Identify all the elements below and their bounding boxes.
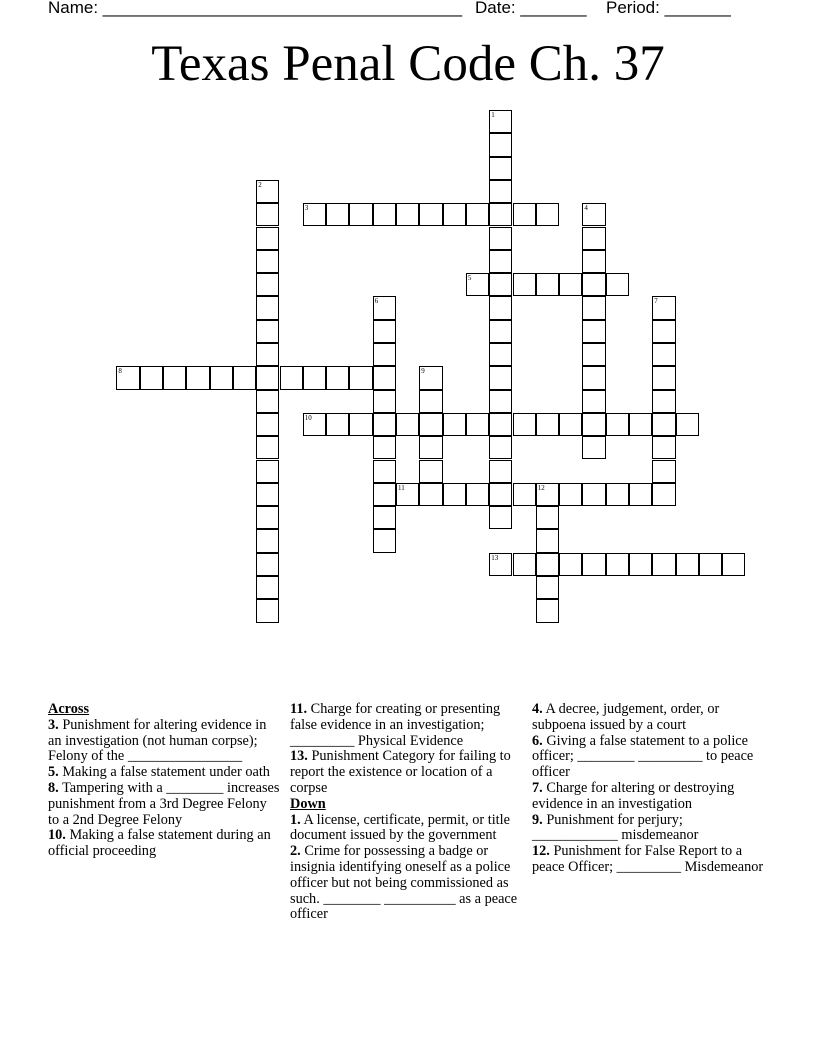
clue-across-8	[48, 781, 280, 828]
across-heading: Across	[48, 701, 90, 717]
grid-cell[interactable]	[489, 203, 512, 226]
grid-cell[interactable]	[256, 529, 279, 552]
grid-cell[interactable]	[373, 320, 396, 343]
cell-number: 7	[654, 297, 658, 306]
grid-cell[interactable]	[582, 436, 605, 459]
clue-down-2	[290, 844, 522, 923]
grid-cell[interactable]	[536, 273, 559, 296]
grid-cell[interactable]	[536, 599, 559, 622]
clue-number: 2.	[290, 843, 301, 860]
grid-cell[interactable]	[606, 413, 629, 436]
grid-cell[interactable]	[489, 366, 512, 389]
grid-cell[interactable]	[489, 110, 512, 133]
grid-cell[interactable]	[466, 413, 489, 436]
grid-cell[interactable]	[582, 343, 605, 366]
grid-cell[interactable]	[676, 553, 699, 576]
clue-number: 11.	[290, 701, 308, 717]
clue-across-13	[290, 749, 522, 796]
grid-cell[interactable]	[582, 390, 605, 413]
grid-cell[interactable]	[582, 273, 605, 296]
clue-down-6	[532, 734, 764, 781]
cell-number: 4	[584, 204, 588, 213]
grid-cell[interactable]	[536, 506, 559, 529]
grid-cell[interactable]	[140, 366, 163, 389]
grid-cell[interactable]	[443, 483, 466, 506]
grid-cell[interactable]	[559, 413, 582, 436]
grid-cell[interactable]	[513, 203, 536, 226]
grid-cell[interactable]	[419, 436, 442, 459]
cell-number: 9	[421, 367, 425, 376]
clue-across-3	[48, 718, 280, 765]
grid-cell[interactable]	[373, 366, 396, 389]
clue-number: 4.	[532, 701, 543, 717]
clue-text: Giving a false statement to a police officer; ________ _________ to peace officer	[532, 732, 754, 781]
grid-cell[interactable]	[373, 296, 396, 319]
grid-cell[interactable]	[652, 296, 675, 319]
grid-cell[interactable]	[256, 460, 279, 483]
clue-text: Punishment for perjury; ____________ misdemeanor	[532, 811, 699, 844]
grid-cell[interactable]	[582, 296, 605, 319]
clue-text: Charge for creating or presenting false evidence in an investigation; _________ Physical Evidence	[290, 701, 501, 749]
grid-cell[interactable]	[256, 203, 279, 226]
grid-cell[interactable]	[419, 483, 442, 506]
grid-cell[interactable]	[559, 273, 582, 296]
grid-cell[interactable]	[489, 506, 512, 529]
grid-cell[interactable]	[419, 390, 442, 413]
grid-cell[interactable]	[373, 506, 396, 529]
grid-cell[interactable]	[629, 413, 652, 436]
clue-number: 1.	[290, 811, 301, 828]
grid-cell[interactable]	[513, 483, 536, 506]
grid-cell[interactable]	[536, 483, 559, 506]
grid-cell[interactable]	[582, 483, 605, 506]
grid-cell[interactable]	[652, 366, 675, 389]
grid-cell[interactable]	[582, 413, 605, 436]
grid-cell[interactable]	[559, 483, 582, 506]
grid-cell[interactable]	[582, 227, 605, 250]
grid-cell[interactable]	[536, 529, 559, 552]
grid-cell[interactable]	[606, 553, 629, 576]
grid-cell[interactable]	[256, 553, 279, 576]
grid-cell[interactable]	[489, 157, 512, 180]
cell-number: 8	[118, 367, 122, 376]
clue-down-9	[532, 813, 764, 845]
grid-cell[interactable]	[722, 553, 745, 576]
grid-cell[interactable]	[489, 343, 512, 366]
grid-cell[interactable]	[349, 366, 372, 389]
grid-cell[interactable]	[349, 203, 372, 226]
grid-cell[interactable]	[256, 320, 279, 343]
grid-cell[interactable]	[256, 250, 279, 273]
grid-cell[interactable]	[699, 553, 722, 576]
grid-cell[interactable]	[396, 413, 419, 436]
cell-number: 13	[491, 553, 499, 562]
grid-cell[interactable]	[489, 390, 512, 413]
grid-cell[interactable]	[606, 273, 629, 296]
grid-cell[interactable]	[652, 553, 675, 576]
grid-cell[interactable]	[419, 413, 442, 436]
grid-cell[interactable]	[489, 460, 512, 483]
clue-across-5	[48, 765, 280, 781]
clue-text: Tampering with a ________ increases punishment from a 3rd Degree Felony to a 2nd Degree Felony	[48, 779, 280, 828]
grid-cell[interactable]	[303, 413, 326, 436]
grid-cell[interactable]	[652, 343, 675, 366]
grid-cell[interactable]	[582, 320, 605, 343]
grid-cell[interactable]	[489, 436, 512, 459]
grid-cell[interactable]	[466, 483, 489, 506]
grid-cell[interactable]	[256, 436, 279, 459]
clue-number: 13.	[290, 748, 308, 765]
cell-number: 6	[374, 297, 379, 306]
grid-cell[interactable]	[373, 483, 396, 506]
grid-cell[interactable]	[513, 413, 536, 436]
grid-cell[interactable]	[652, 436, 675, 459]
clue-number: 5.	[48, 764, 59, 781]
grid-cell[interactable]	[443, 203, 466, 226]
clue-text: Punishment for False Report to a peace Officer; _________ Misdemeanor	[532, 843, 764, 875]
grid-cell[interactable]	[396, 483, 419, 506]
grid-cell[interactable]	[513, 273, 536, 296]
cell-number: 1	[491, 111, 495, 119]
clue-number: 7.	[532, 779, 543, 796]
grid-cell[interactable]	[373, 203, 396, 226]
clue-text: Making a false statement during an official proceeding	[48, 827, 271, 860]
grid-cell[interactable]	[326, 413, 349, 436]
grid-cell[interactable]	[559, 553, 582, 576]
grid-cell[interactable]	[489, 250, 512, 273]
clue-text: Crime for possessing a badge or insignia identifying oneself as a police officer but not being commissioned as such. ________ __________ as a peace officer	[290, 843, 518, 923]
cell-number: 11	[398, 483, 405, 492]
grid-cell[interactable]	[256, 296, 279, 319]
grid-cell[interactable]	[256, 180, 279, 203]
grid-cell[interactable]	[256, 576, 279, 599]
clue-across-11	[290, 702, 522, 749]
grid-cell[interactable]	[373, 343, 396, 366]
grid-cell[interactable]	[419, 460, 442, 483]
cell-number: 2	[258, 180, 262, 189]
clue-column-2	[290, 702, 522, 923]
grid-cell[interactable]	[373, 529, 396, 552]
grid-cell[interactable]	[582, 203, 605, 226]
grid-cell[interactable]	[233, 366, 256, 389]
grid-cell[interactable]	[606, 483, 629, 506]
grid-cell[interactable]	[256, 343, 279, 366]
cell-number: 10	[304, 413, 312, 422]
clue-column-1	[48, 702, 280, 860]
grid-cell[interactable]	[582, 366, 605, 389]
grid-cell[interactable]	[373, 436, 396, 459]
grid-cell[interactable]	[536, 413, 559, 436]
grid-cell[interactable]	[256, 273, 279, 296]
grid-cell[interactable]	[489, 227, 512, 250]
grid-cell[interactable]	[186, 366, 209, 389]
clue-text: Punishment Category for failing to report the existence or location of a corpse	[290, 748, 511, 796]
grid-cell[interactable]	[489, 180, 512, 203]
clue-number: 12.	[532, 843, 550, 860]
clue-down-4	[532, 702, 764, 734]
clue-text: A decree, judgement, order, or subpoena issued by a court	[532, 701, 720, 733]
clue-down-7	[532, 781, 764, 813]
grid-cell[interactable]	[629, 553, 652, 576]
grid-cell[interactable]	[536, 576, 559, 599]
grid-cell[interactable]	[489, 483, 512, 506]
grid-cell[interactable]	[489, 296, 512, 319]
grid-cell[interactable]	[326, 366, 349, 389]
clue-text: Punishment for altering evidence in an investigation (not human corpse); Felony of the ________________	[48, 716, 267, 765]
date-field-label[interactable]: Date: _______	[475, 0, 587, 17]
grid-cell[interactable]	[373, 390, 396, 413]
cell-number: 12	[537, 483, 545, 492]
grid-cell[interactable]	[373, 460, 396, 483]
grid-cell[interactable]	[256, 227, 279, 250]
grid-cell[interactable]	[536, 203, 559, 226]
grid-cell[interactable]	[652, 460, 675, 483]
grid-cell[interactable]	[513, 553, 536, 576]
grid-cell[interactable]	[582, 250, 605, 273]
grid-cell[interactable]	[582, 553, 605, 576]
grid-cell[interactable]	[256, 366, 279, 389]
grid-cell[interactable]	[489, 413, 512, 436]
grid-cell[interactable]	[163, 366, 186, 389]
clue-number: 10.	[48, 827, 66, 844]
name-field-label[interactable]: Name: ______________________________________	[48, 0, 463, 17]
grid-cell[interactable]	[536, 553, 559, 576]
grid-cell[interactable]	[326, 203, 349, 226]
clue-across-10	[48, 828, 280, 860]
grid-cell[interactable]	[489, 273, 512, 296]
clue-text: Making a false statement under oath	[62, 764, 270, 781]
grid-cell[interactable]	[419, 203, 442, 226]
grid-cell[interactable]	[652, 390, 675, 413]
page-title: Texas Penal Code Ch. 37	[151, 36, 665, 92]
clue-down-1	[290, 813, 522, 845]
grid-cell[interactable]	[652, 413, 675, 436]
grid-cell[interactable]	[489, 133, 512, 156]
cell-number: 3	[304, 204, 309, 213]
grid-cell[interactable]	[256, 483, 279, 506]
grid-cell[interactable]	[256, 413, 279, 436]
grid-cell[interactable]	[466, 273, 489, 296]
clue-column-3	[532, 702, 764, 876]
grid-cell[interactable]	[489, 553, 512, 576]
clue-number: 9.	[532, 811, 543, 828]
grid-cell[interactable]	[256, 390, 279, 413]
grid-cell[interactable]	[303, 203, 326, 226]
grid-cell[interactable]	[489, 320, 512, 343]
grid-cell[interactable]	[116, 366, 139, 389]
grid-cell[interactable]	[280, 366, 303, 389]
grid-cell[interactable]	[652, 320, 675, 343]
grid-cell[interactable]	[419, 366, 442, 389]
grid-cell[interactable]	[303, 366, 326, 389]
cell-number: 5	[467, 274, 472, 283]
clue-down-12	[532, 844, 764, 876]
grid-cell[interactable]	[349, 413, 372, 436]
clue-number: 6.	[532, 732, 543, 749]
grid-cell[interactable]	[256, 599, 279, 622]
clue-number: 8.	[48, 779, 59, 796]
period-field-label[interactable]: Period: _______	[606, 0, 731, 17]
grid-cell[interactable]	[652, 483, 675, 506]
grid-cell[interactable]	[629, 483, 652, 506]
grid-cell[interactable]	[466, 203, 489, 226]
grid-cell[interactable]	[396, 203, 419, 226]
clue-number: 3.	[48, 716, 59, 733]
grid-cell[interactable]	[210, 366, 233, 389]
grid-cell[interactable]	[676, 413, 699, 436]
grid-cell[interactable]	[443, 413, 466, 436]
down-heading: Down	[290, 795, 326, 812]
clue-text: Charge for altering or destroying evidence in an investigation	[532, 779, 735, 812]
clue-text: A license, certificate, permit, or title document issued by the government	[290, 811, 510, 844]
grid-cell[interactable]	[373, 413, 396, 436]
grid-cell[interactable]	[256, 506, 279, 529]
